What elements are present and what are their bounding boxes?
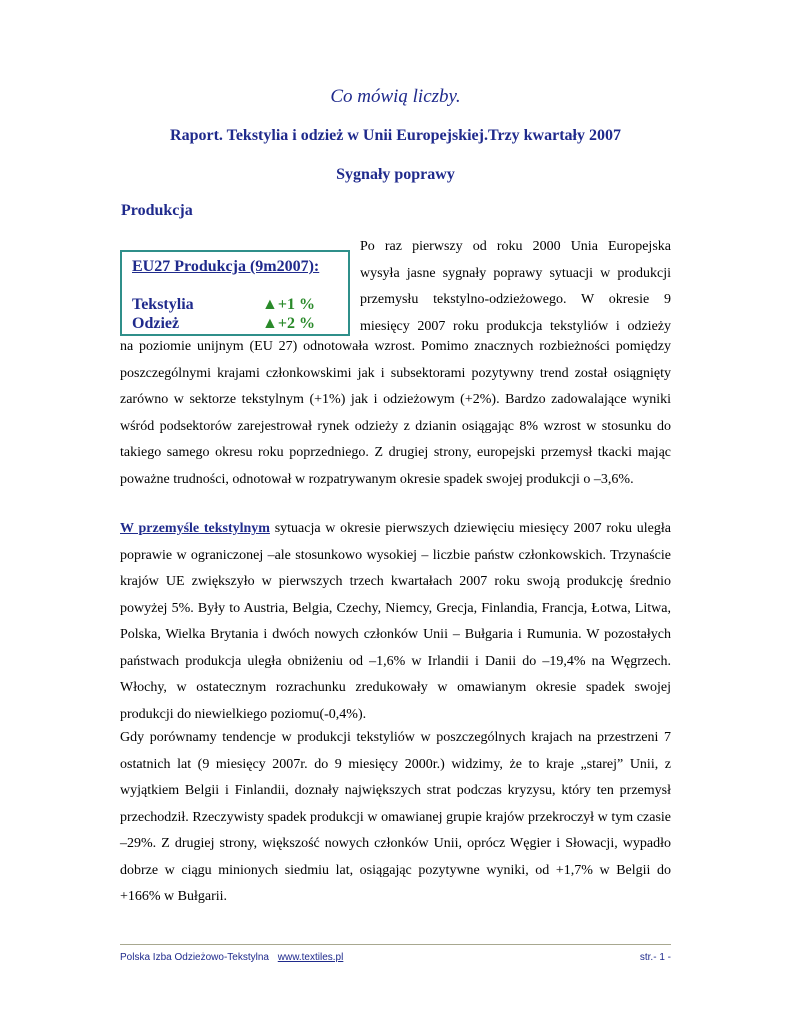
paragraph-1-intro	[360, 234, 671, 340]
paragraph-line: Po raz pierwszy od roku 2000 Unia Europejska	[360, 239, 671, 254]
section-heading-produkcja: Produkcja	[121, 202, 193, 219]
paragraph-line: wysyła jasne sygnały poprawy sytuacji w produkcji	[360, 265, 671, 281]
summary-box-title: EU27 Produkcja (9m2007):	[132, 258, 320, 275]
paragraph-line: przemysłu tekstylno-odzieżowego. W okresie 9	[360, 292, 671, 307]
textile-industry-link[interactable]: W przemyśle tekstylnym	[120, 521, 270, 536]
footer-org: Polska Izba Odzieżowo-Tekstylna	[120, 952, 269, 963]
paragraph-line: miesięcy 2007 roku produkcja tekstyliów i odzieży	[360, 318, 671, 334]
footer-url-link[interactable]: www.textiles.pl	[277, 952, 344, 963]
summary-row-label: Odzież	[132, 315, 180, 332]
summary-row-value: ▲+2 %	[262, 315, 315, 332]
footer	[120, 952, 671, 963]
paragraph-3: Gdy porównamy tendencje w produkcji tekstyliów w poszczególnych krajach na przestrzeni 7 ostatnich lat (9 miesięcy 2007r. do 9 miesięcy 2000r.) widzimy, że to kraje „starej” Unii, z wyjątkiem Belgii i Finlandii, doznały największych strat podczas kryzysu, który ten przemysł przechodził. Rzeczywisty spadek produkcji w omawianej grupie krajów przekroczył w tym czasie –29%. Z drugiej strony, większość nowych członków Unii, oprócz Węgier i Słowacji, wypadło dobrze w ciągu minionych siedmiu lat, osiągając pozytywne wyniki, od +1,7% w Belgii do +166% w Bułgarii.	[120, 730, 671, 904]
summary-row-clothing	[132, 315, 332, 333]
summary-row-textiles	[132, 296, 332, 314]
subtitle: Sygnały poprawy	[336, 166, 455, 183]
paragraph-2	[120, 516, 671, 728]
report-title: Raport. Tekstylia i odzież w Unii Europejskiej.Trzy kwartały 2007	[170, 127, 621, 144]
paragraph-1-body: na poziomie unijnym (EU 27) odnotowała wzrost. Pomimo znacznych rozbieżności pomiędzy poszczególnymi krajami członkowskimi jak i subsektorami pozytywny trend został osiągnięty zarówno w sektorze tekstylnym (+1%) jak i odzieżowym (+2%). Bardzo zadowalające wyniki wśród podsektorów zarejestrował rynek odzieży z dzianin osiągając 8% wzrost w stosunku do takiego samego okresu roku poprzedniego. Z drugiej strony, europejski przemysł tkacki mając poważne trudności, odnotował w rozpatrywanym okresie spadek swojej produkcji o –3,6%.	[120, 339, 671, 487]
summary-row-value: ▲+1 %	[262, 296, 315, 313]
page-title: Co mówią liczby.	[330, 86, 461, 107]
summary-box	[120, 250, 350, 336]
paragraph-2-text: sytuacja w okresie pierwszych dziewięciu miesięcy 2007 roku uległa poprawie w ograniczonej –ale stosunkowo wysokiej – liczbie państw członkowskich. Trzynaście krajów UE zwiększyło w pierwszych trzech kwartałach 2007 roku swoją produkcję średnio powyżej 5%. Były to Austria, Belgia, Czechy, Niemcy, Grecja, Finlandia, Francja, Łotwa, Litwa, Polska, Wielka Brytania i dwóch nowych członków Unii – Bułgaria i Rumunia. W pozostałych państwach produkcja uległa obniżeniu od –1,6% w Irlandii i Danii do –19,4% na Węgrzech. Włochy, w ostatecznym rozrachunku zredukowały w omawianym okresie spadek swojej produkcji do niewielkiego poziomu(-0,4%).	[120, 521, 671, 722]
footer-divider	[120, 944, 671, 945]
summary-row-label: Tekstylia	[132, 296, 194, 313]
page-number: str.- 1 -	[639, 952, 671, 963]
